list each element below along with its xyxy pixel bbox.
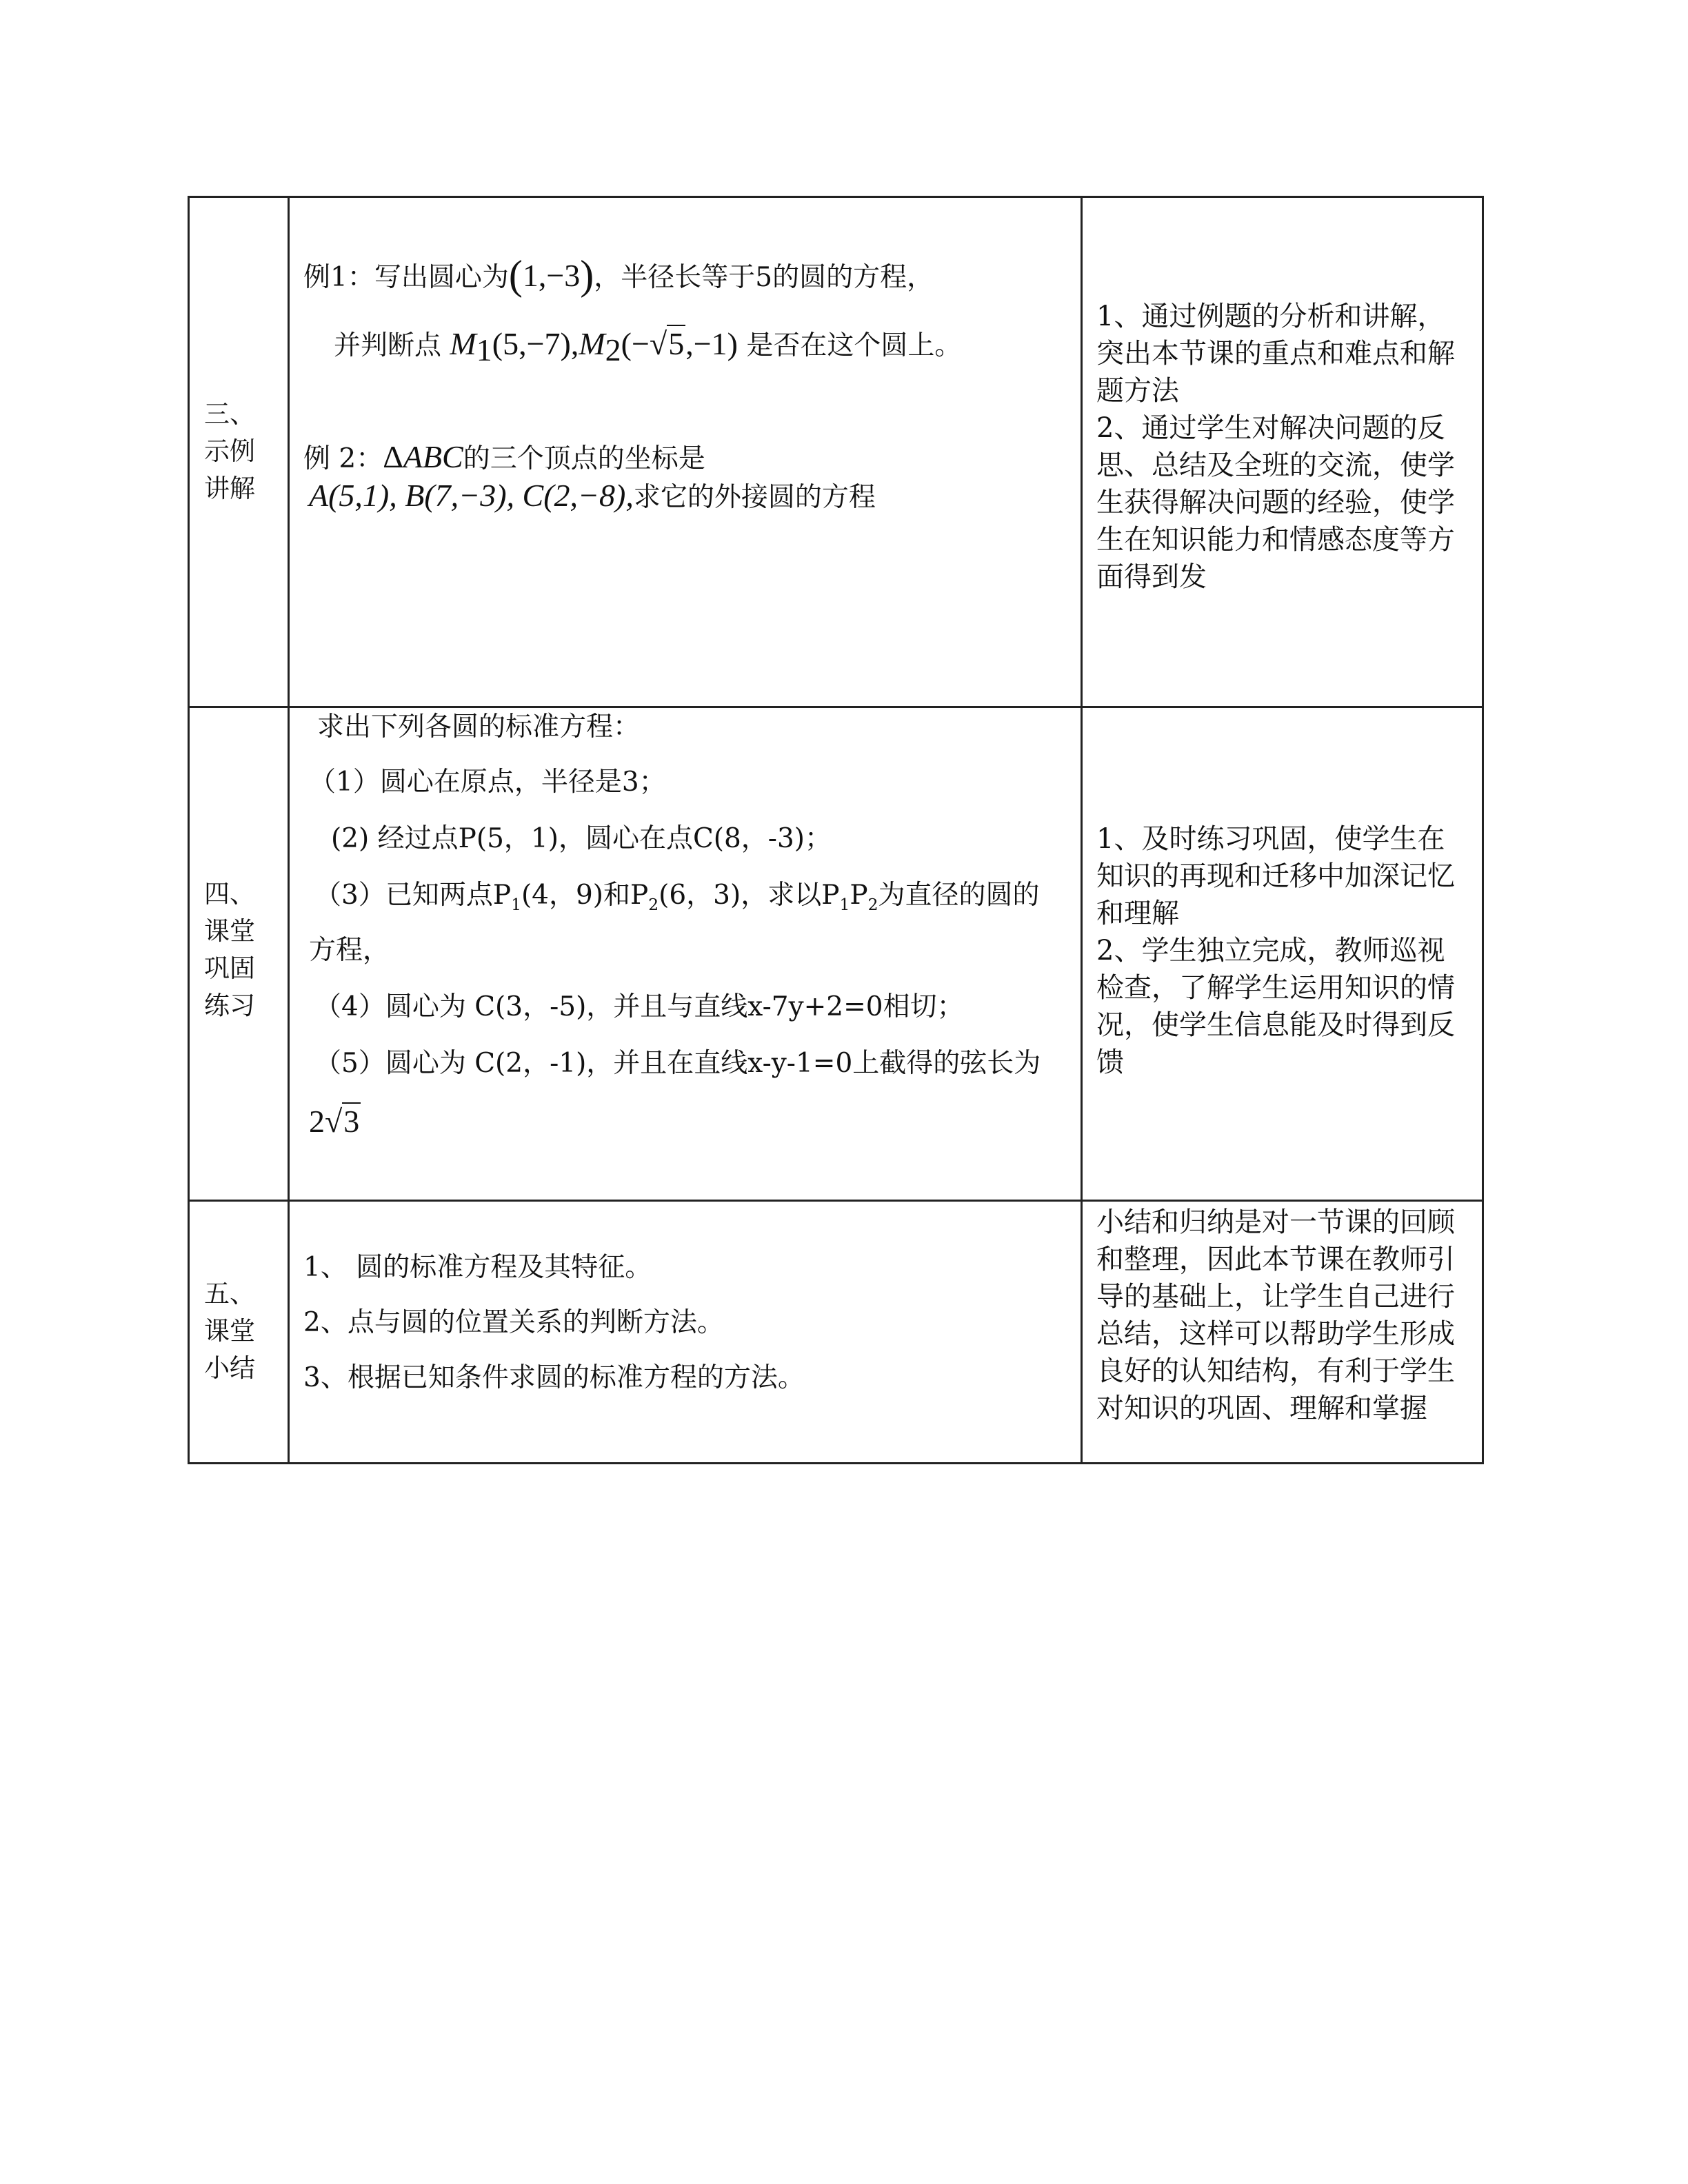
q3-subscript: 2 [648, 894, 659, 914]
section-label-line: 小结 [204, 1353, 255, 1383]
lesson-plan-table [188, 196, 1484, 1464]
summary-note: 小结和归纳是对一节课的回顾和整理，因此本节课在教师引导的基础上，让学生自己进行总结，这样可以帮助学生形成良好的认知结构，有利于学生对知识的巩固、理解和掌握 [1096, 1206, 1455, 1424]
example-1-question: 是否在这个圆上。 [746, 330, 962, 361]
point-m2: M [579, 326, 605, 361]
example-2-text: 的三个顶点的坐标是 [463, 443, 705, 474]
section-label-line: 讲解 [204, 474, 255, 503]
sqrt-radicand: 3 [343, 1104, 360, 1139]
point-m1: M [450, 326, 476, 361]
sqrt-symbol: √ [325, 1104, 343, 1139]
circle-center: 1,−3 [522, 258, 581, 293]
summary-notes [1096, 1204, 1469, 1427]
practice-question-2: (2) 经过点P(5，1)，圆心在点C(8，-3)； [331, 823, 832, 854]
table-border-left [188, 196, 190, 1464]
triangle-symbol: Δ [383, 439, 403, 474]
chord-length [309, 1104, 361, 1141]
point-m2-open: (− [621, 326, 650, 361]
section-label-line: 三、 [204, 399, 255, 429]
point-m2-subscript: 2 [605, 332, 621, 367]
q3-text-a: （3）已知两点P [314, 880, 512, 911]
section-label-line: 练习 [204, 991, 255, 1020]
section-label-line: 示例 [204, 436, 255, 466]
paren-close: ) [580, 252, 594, 298]
practice-note-1: 1、及时练习巩固，使学生在知识的再现和迁移中加深记忆和理解 [1096, 823, 1455, 929]
point-m1-subscript: 1 [476, 332, 492, 367]
table-divider-1 [288, 196, 290, 1464]
example-2-line-2 [309, 478, 876, 515]
q3-text-b: (4，9)和P [521, 880, 649, 911]
sqrt-symbol: √ [649, 326, 667, 361]
section-label-line: 巩固 [204, 953, 255, 983]
section-label-line: 课堂 [204, 1316, 255, 1346]
q3-subscript: 1 [511, 894, 521, 914]
point-m1-coords: (5,−7), [492, 326, 579, 361]
triangle-name: ABC [403, 439, 463, 474]
practice-question-3 [314, 878, 1040, 922]
q3-text-d: P [850, 880, 868, 911]
row-divider-2 [188, 1200, 1484, 1202]
practice-question-3-cont: 方程， [309, 935, 390, 966]
point-m2-close: ,−1) [685, 326, 738, 361]
row-divider-1 [188, 706, 1484, 708]
table-divider-2 [1081, 196, 1083, 1464]
section-label-line: 四、 [204, 879, 255, 909]
example-2-line-1 [303, 440, 705, 476]
section-label-line: 五、 [204, 1279, 255, 1308]
table-border-right [1482, 196, 1484, 1464]
table-border-top [188, 196, 1484, 198]
practice-notes [1096, 820, 1469, 1081]
example-2-question: 求它的外接圆的方程 [633, 482, 876, 513]
examples-note-1: 1、通过例题的分析和讲解，突出本节课的重点和难点和解题方法 [1096, 301, 1455, 407]
example-1-label: 例1：写出圆心为 [303, 262, 509, 293]
example-1-text: ，半径长等于5的圆的方程， [594, 262, 934, 293]
section-label-examples [204, 396, 255, 507]
table-border-bottom [188, 1462, 1484, 1464]
chord-coefficient: 2 [309, 1104, 325, 1139]
examples-notes [1096, 298, 1469, 596]
q3-subscript: 2 [867, 894, 878, 914]
practice-intro: 求出下列各圆的标准方程： [317, 711, 641, 742]
section-label-line: 课堂 [204, 916, 255, 946]
summary-item-2: 2、点与圆的位置关系的判断方法。 [303, 1307, 724, 1338]
summary-item-1: 1、 圆的标准方程及其特征。 [303, 1252, 652, 1283]
example-1-line-1 [303, 252, 934, 298]
triangle-vertices: A(5,1), B(7,−3), C(2,−8), [309, 478, 634, 513]
q3-text-e: 为直径的圆的 [878, 880, 1040, 911]
paren-open: ( [508, 252, 523, 298]
section-label-practice [204, 876, 255, 1024]
summary-item-3: 3、根据已知条件求圆的标准方程的方法。 [303, 1362, 805, 1393]
q3-text-c: (6，3)，求以P [659, 880, 840, 911]
practice-question-5: （5）圆心为 C(2，-1)，并且在直线x-y-1=0上截得的弦长为 [314, 1048, 1041, 1079]
practice-note-2: 2、学生独立完成，教师巡视检查，了解学生运用知识的情况，使学生信息能及时得到反馈 [1096, 935, 1455, 1078]
practice-question-1: （1）圆心在原点，半径是3； [309, 767, 666, 798]
example-2-label: 例 2： [303, 443, 383, 474]
q3-subscript: 1 [839, 894, 850, 914]
practice-question-4: （4）圆心为 C(3，-5)，并且与直线x-7y+2=0相切； [314, 991, 964, 1022]
examples-note-2: 2、通过学生对解决问题的反思、总结及全班的交流，使学生获得解决问题的经验，使学生在知识能力和情感态度等方面得到发 [1096, 412, 1455, 593]
example-1-judge-text: 并判断点 [334, 330, 442, 361]
section-label-summary [204, 1275, 255, 1387]
sqrt-radicand: 5 [668, 326, 685, 361]
example-1-line-2 [334, 327, 961, 367]
